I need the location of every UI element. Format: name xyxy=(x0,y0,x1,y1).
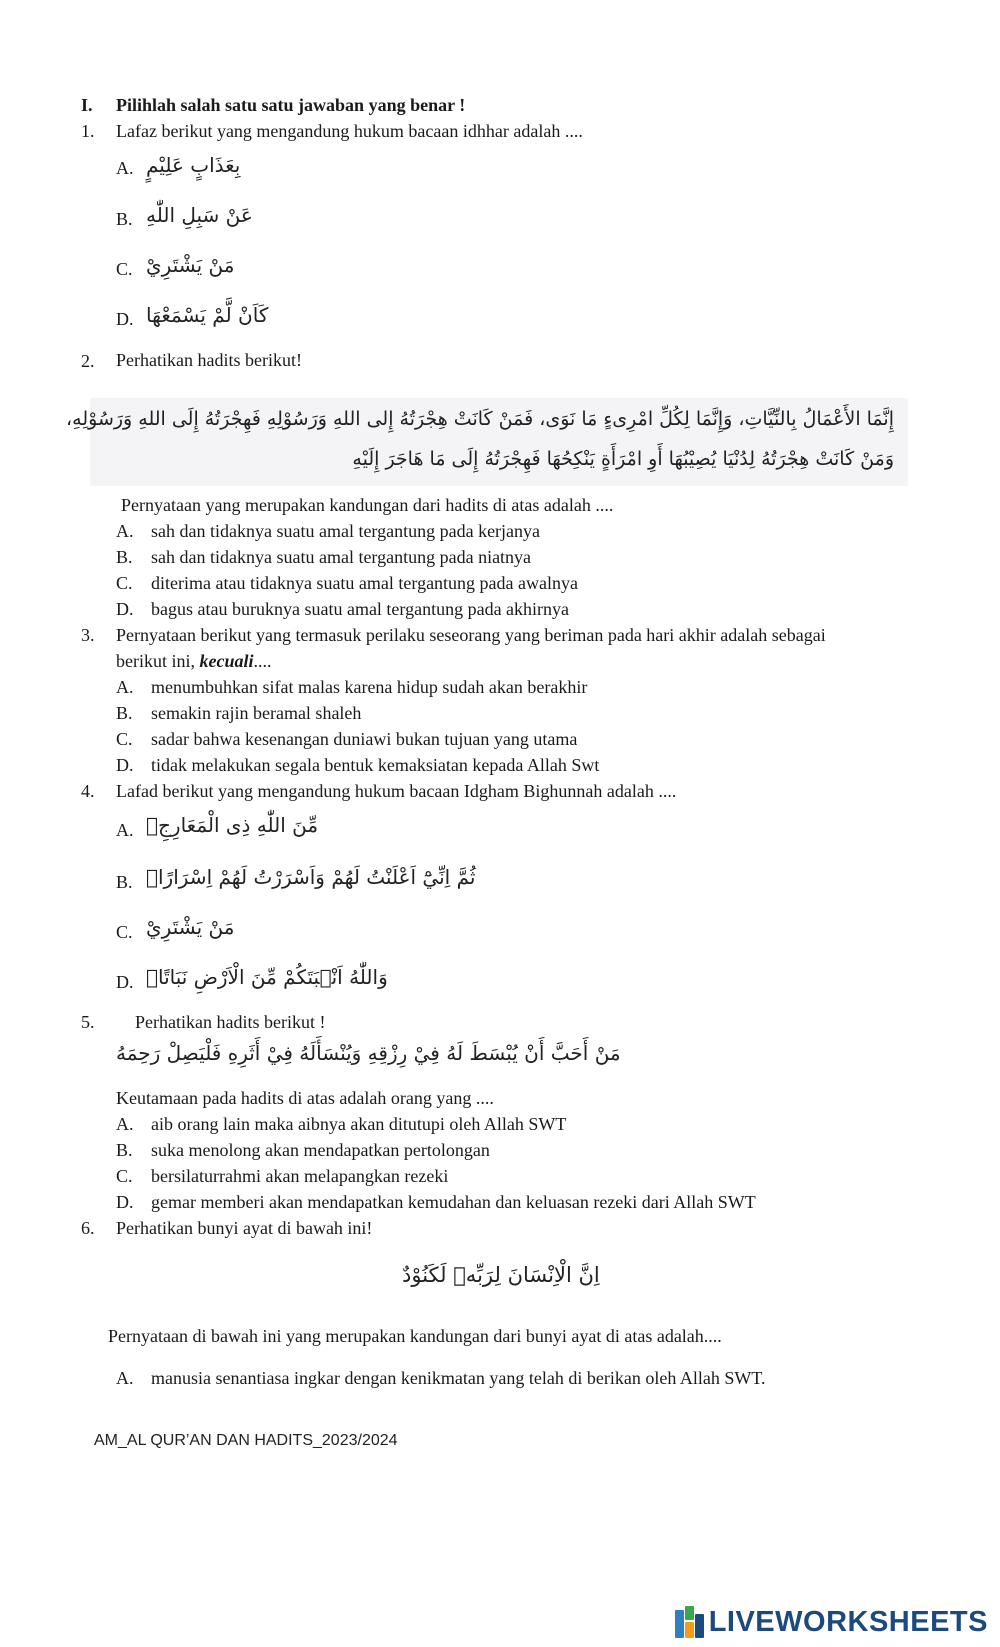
q4-option-b-letter[interactable]: B. xyxy=(116,872,133,892)
q3-option-d-letter[interactable]: D. xyxy=(116,755,134,775)
q3-option-a-text[interactable]: menumbuhkan sifat malas karena hidup sudah akan berakhir xyxy=(151,677,588,697)
hadith-box xyxy=(66,398,908,486)
question-6-ayah: اِنَّ الْاِنْسَانَ لِرَبِّهٖ لَكَنُوْدٌ xyxy=(402,1263,600,1287)
q2-option-c-letter[interactable]: C. xyxy=(116,573,133,593)
question-1-number: 1. xyxy=(81,121,95,141)
question-4-number: 4. xyxy=(81,781,95,801)
q1-option-c-text[interactable]: مَنْ يَشْتَرِيْ xyxy=(146,253,235,277)
section-numeral: I. xyxy=(81,95,93,115)
q2-option-d-letter[interactable]: D. xyxy=(116,599,134,619)
question-6-number: 6. xyxy=(81,1218,95,1238)
q5-option-b-letter[interactable]: B. xyxy=(116,1140,133,1160)
q1-option-b-letter[interactable]: B. xyxy=(116,209,133,229)
q2-option-d-text[interactable]: bagus atau buruknya suatu amal tergantung pada akhirnya xyxy=(151,599,570,619)
q2-option-b-letter[interactable]: B. xyxy=(116,547,133,567)
question-3-number: 3. xyxy=(81,625,95,645)
q5-option-d-text[interactable]: gemar memberi akan mendapatkan kemudahan dan keluasan rezeki dari Allah SWT xyxy=(151,1192,756,1212)
q5-option-a-text[interactable]: aib orang lain maka aibnya akan ditutupi oleh Allah SWT xyxy=(151,1114,567,1134)
q5-option-a-letter[interactable]: A. xyxy=(116,1114,134,1134)
q5-option-d-letter[interactable]: D. xyxy=(116,1192,134,1212)
question-3-text-line-2 xyxy=(116,648,272,674)
question-2-text: Perhatikan hadits berikut! xyxy=(116,350,302,370)
liveworksheets-brand: LIVEWORKSHEETS xyxy=(708,1606,988,1638)
question-3-text-line-2-end: .... xyxy=(253,651,272,671)
q4-option-b-text[interactable]: ثُمَّ اِنِّيْٓ اَعْلَنْتُ لَهُمْ وَاَسْرَرْتُ لَهُمْ اِسْرَارًاۙ xyxy=(146,865,476,889)
q3-option-b-text[interactable]: semakin rajin beramal shaleh xyxy=(151,703,362,723)
q2-option-a-text[interactable]: sah dan tidaknya suatu amal tergantung pada kerjanya xyxy=(151,521,541,541)
question-5-hadith: مَنْ أَحَبَّ أَنْ يُبْسَطَ لَهُ فِيْ رِزْقِهِ وَيُنْسَأَلَهُ فِيْ أَثَرِهِ فَلْيَصِلْ رَحِمَهُ xyxy=(116,1041,621,1065)
q1-option-a-letter[interactable]: A. xyxy=(116,158,134,178)
q4-option-c-text[interactable]: مَنْ يَشْتَرِيْ xyxy=(146,915,235,939)
question-3-text-line-2-start: berikut ini, xyxy=(116,651,200,671)
footer-code: AM_AL QUR’AN DAN HADITS_2023/2024 xyxy=(94,1432,398,1449)
q1-option-d-letter[interactable]: D. xyxy=(116,309,134,329)
question-6-text: Perhatikan bunyi ayat di bawah ini! xyxy=(116,1218,373,1238)
q3-option-c-text[interactable]: sadar bahwa kesenangan duniawi bukan tujuan yang utama xyxy=(151,729,578,749)
q2-option-b-text[interactable]: sah dan tidaknya suatu amal tergantung pada niatnya xyxy=(151,547,532,567)
q2-option-a-letter[interactable]: A. xyxy=(116,521,134,541)
question-5-prompt: Keutamaan pada hadits di atas adalah orang yang .... xyxy=(116,1088,494,1108)
question-5-number: 5. xyxy=(81,1012,95,1032)
question-3-text-line-1: Pernyataan berikut yang termasuk perilaku seseorang yang beriman pada hari akhir adalah sebagai xyxy=(116,625,826,645)
q3-option-a-letter[interactable]: A. xyxy=(116,677,134,697)
liveworksheets-logo[interactable] xyxy=(675,1604,988,1640)
q5-option-b-text[interactable]: suka menolong akan mendapatkan pertolongan xyxy=(151,1140,490,1160)
hadith-line-1: إِنَّمَا الأَعْمَالُ بِالنِّيَّاتِ، وَإِنَّمَا لِكُلِّ امْرِىءٍ مَا نَوَى، فَمَنْ كَانَتْ هِجْرَتُهُ إِلى اللهِ وَرَسُوْلِهِ فَهِجْرَتُهُ إِلَى اللهِ وَرَسُوْلِهِ، xyxy=(66,408,894,430)
q4-option-c-letter[interactable]: C. xyxy=(116,922,133,942)
q4-option-d-letter[interactable]: D. xyxy=(116,972,134,992)
q3-option-c-letter[interactable]: C. xyxy=(116,729,133,749)
question-2-prompt: Pernyataan yang merupakan kandungan dari hadits di atas adalah .... xyxy=(121,495,614,515)
question-2-number: 2. xyxy=(81,351,95,371)
q6-option-a-text[interactable]: manusia senantiasa ingkar dengan kenikmatan yang telah di berikan oleh Allah SWT. xyxy=(151,1368,766,1388)
q1-option-c-letter[interactable]: C. xyxy=(116,259,133,279)
question-5-text: Perhatikan hadits berikut ! xyxy=(135,1012,326,1032)
q6-option-a-letter[interactable]: A. xyxy=(116,1368,134,1388)
q1-option-a-text[interactable]: بِعَذَابٍ عَلِيْمٍ xyxy=(146,153,241,177)
q3-option-b-letter[interactable]: B. xyxy=(116,703,133,723)
q1-option-b-text[interactable]: عَنْ سَبِلِ اللّٰهِ xyxy=(146,203,253,227)
q2-option-c-text[interactable]: diterima atau tidaknya suatu amal tergantung pada awalnya xyxy=(151,573,579,593)
question-6-prompt: Pernyataan di bawah ini yang merupakan kandungan dari bunyi ayat di atas adalah.... xyxy=(108,1326,722,1346)
q5-option-c-text[interactable]: bersilaturrahmi akan melapangkan rezeki xyxy=(151,1166,449,1186)
q3-option-d-text[interactable]: tidak melakukan segala bentuk kemaksiatan kepada Allah Swt xyxy=(151,755,600,775)
section-title: Pilihlah salah satu satu jawaban yang benar ! xyxy=(116,95,466,115)
q4-option-a-text[interactable]: مِّنَ اللّٰهِ ذِى الْمَعَارِجِۗ xyxy=(146,813,319,837)
q5-option-c-letter[interactable]: C. xyxy=(116,1166,133,1186)
question-4-text: Lafad berikut yang mengandung hukum bacaan Idgham Bighunnah adalah .... xyxy=(116,781,677,801)
hadith-line-2: وَمَنْ كَانَتْ هِجْرَتُهُ لِدُنْيَا يُصِيْبُهَا أَوِ امْرَأَةٍ يَنْكِحُهَا فَهِجْرَتُهُ إِلَى مَا هَاجَرَ إِلَيْهِ xyxy=(352,448,894,470)
question-1-text: Lafaz berikut yang mengandung hukum bacaan idhhar adalah .... xyxy=(116,121,583,141)
q1-option-d-text[interactable]: كَاَنْ لَّمْ يَسْمَعْهَا xyxy=(146,303,269,327)
question-3-kecuali: kecuali xyxy=(199,651,254,671)
q4-option-a-letter[interactable]: A. xyxy=(116,820,134,840)
q4-option-d-text[interactable]: وَاللّٰهُ اَنْۢبَتَكُمْ مِّنَ الْاَرْضِ نَبَاتًاۙ xyxy=(146,965,388,989)
liveworksheets-mark-icon xyxy=(675,1606,705,1638)
